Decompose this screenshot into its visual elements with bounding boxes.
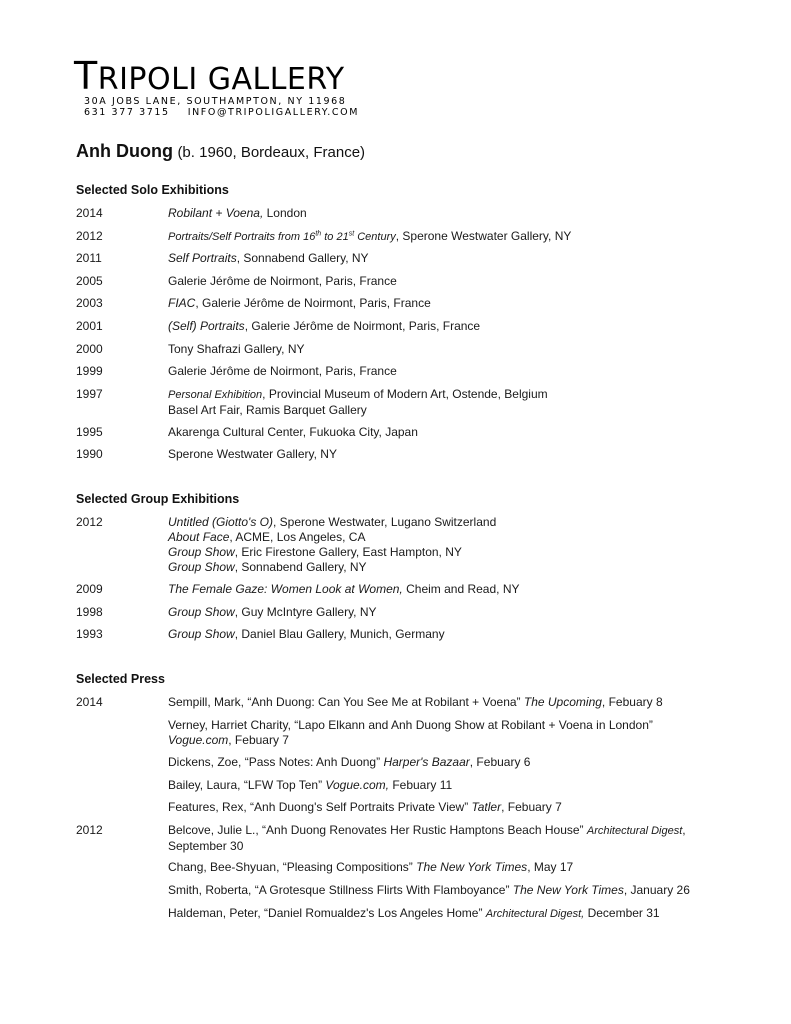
article: Sempill, Mark, “Anh Duong: Can You See Me at Robilant + Voena” (168, 695, 524, 709)
year: 2012 (76, 823, 103, 837)
exhibition-title: About Face (168, 530, 230, 544)
entry (168, 627, 445, 642)
article: Dickens, Zoe, “Pass Notes: Anh Duong” (168, 755, 384, 769)
exhibition-title: Group Show (168, 545, 235, 559)
publication: The Upcoming (523, 695, 602, 709)
year: 1998 (76, 605, 103, 619)
year: 1993 (76, 627, 103, 641)
entry (168, 860, 573, 875)
venue: Galerie Jérôme de Noirmont, Paris, France (168, 364, 397, 378)
exhibition-title: Untitled (Giotto's O) (168, 515, 273, 529)
solo-exhibitions-heading: Selected Solo Exhibitions (76, 183, 229, 197)
exhibition-title: Robilant + Voena, (168, 206, 264, 220)
year: 2014 (76, 695, 103, 709)
exhibition-title: Self Portraits (168, 251, 237, 265)
publication: Harper's Bazaar (383, 755, 470, 769)
year: 2009 (76, 582, 103, 596)
date: , Febuary 6 (469, 755, 531, 769)
entry (168, 823, 686, 854)
publication: Tatler (471, 800, 502, 814)
gallery-letterhead (74, 54, 359, 118)
article: Verney, Harriet Charity, “Lapo Elkann and Anh Duong Show at Robilant + Voena in London” (168, 718, 653, 732)
exhibition-title: Group Show (168, 605, 235, 619)
artist-heading (76, 141, 365, 162)
venue: , Galerie Jérôme de Noirmont, Paris, France (244, 319, 481, 333)
gallery-name-rest: RIPOLI GALLERY (97, 62, 345, 97)
year: 2001 (76, 319, 103, 333)
exhibition-title: Group Show (168, 560, 235, 574)
article: Smith, Roberta, “A Grotesque Stillness Flirts With Flamboyance” (168, 883, 513, 897)
artist-name: Anh Duong (76, 141, 173, 161)
entry (168, 515, 496, 575)
entry (168, 906, 660, 922)
date: Febuary 11 (389, 778, 453, 792)
year: 2000 (76, 342, 103, 356)
publication: Vogue.com, (325, 778, 389, 792)
entry (168, 274, 397, 289)
article: Haldeman, Peter, “Daniel Romualdez's Los Angeles Home” (168, 906, 486, 920)
entry (168, 342, 305, 357)
entry (168, 718, 653, 748)
date: December 31 (584, 906, 660, 920)
venue: Akarenga Cultural Center, Fukuoka City, Japan (168, 425, 418, 439)
entry (168, 447, 337, 462)
year: 2014 (76, 206, 103, 220)
venue: , ACME, Los Angeles, CA (229, 530, 366, 544)
year: 1997 (76, 387, 103, 401)
article: Features, Rex, “Anh Duong's Self Portraits Private View” (168, 800, 472, 814)
gallery-contact (84, 107, 359, 118)
group-exhibitions-heading: Selected Group Exhibitions (76, 492, 240, 506)
date: , Febuary 7 (501, 800, 562, 814)
venue: Sperone Westwater Gallery, NY (168, 447, 337, 461)
article: Chang, Bee-Shyuan, “Pleasing Compositions” (168, 860, 417, 874)
venue: London (263, 206, 307, 220)
gallery-email: INFO@TRIPOLIGALLERY.COM (187, 107, 359, 118)
entry (168, 206, 307, 221)
exhibition-title: Group Show (168, 627, 235, 641)
exhibition-title: FIAC (168, 296, 196, 310)
entry (168, 883, 690, 898)
venue: , Guy McIntyre Gallery, NY (234, 605, 377, 619)
entry (168, 229, 571, 245)
year: 2003 (76, 296, 103, 310)
publication: Vogue.com (168, 733, 229, 747)
date: , May 17 (527, 860, 574, 874)
entry (168, 800, 562, 815)
date-line-2: September 30 (168, 839, 244, 853)
venue: , Provincial Museum of Modern Art, Ostende, Belgium (262, 387, 548, 401)
venue: , Sonnabend Gallery, NY (234, 560, 367, 574)
press-heading: Selected Press (76, 672, 165, 686)
year: 2012 (76, 515, 103, 529)
venue: , Sperone Westwater Gallery, NY (395, 229, 572, 243)
gallery-phone: 631 377 3715 (84, 107, 170, 118)
entry (168, 364, 397, 379)
entry (168, 605, 377, 620)
date: , January 26 (623, 883, 690, 897)
publication: The New York Times (416, 860, 528, 874)
date: , Febuary 7 (228, 733, 289, 747)
venue-line-2: Basel Art Fair, Ramis Barquet Gallery (168, 403, 367, 417)
entry (168, 778, 452, 793)
gallery-name (74, 54, 359, 98)
year: 2011 (76, 251, 102, 265)
exhibition-title: The Female Gaze: Women Look at Women, (168, 582, 403, 596)
venue: , Sonnabend Gallery, NY (236, 251, 369, 265)
publication: Architectural Digest, (485, 908, 585, 920)
year: 2012 (76, 229, 103, 243)
entry (168, 695, 663, 710)
entry (168, 582, 520, 597)
venue: Cheim and Read, NY (402, 582, 520, 596)
entry (168, 425, 418, 440)
year: 1999 (76, 364, 103, 378)
entry (168, 319, 480, 334)
article: Belcove, Julie L., “Anh Duong Renovates Her Rustic Hamptons Beach House” (168, 823, 587, 837)
date: , (682, 823, 686, 837)
date: , Febuary 8 (601, 695, 663, 709)
exhibition-title: Portraits/Self Portraits from 16th to 21st Century (168, 230, 396, 243)
publication: The New York Times (512, 883, 624, 897)
venue: , Eric Firestone Gallery, East Hampton, NY (234, 545, 462, 559)
gallery-address: 30A JOBS LANE, SOUTHAMPTON, NY 11968 (84, 96, 347, 107)
venue: , Daniel Blau Gallery, Munich, Germany (234, 627, 445, 641)
gallery-name-initial: T (74, 54, 98, 98)
exhibition-title: Personal Exhibition (168, 389, 263, 401)
entry (168, 755, 530, 770)
venue: Tony Shafrazi Gallery, NY (168, 342, 305, 356)
year: 2005 (76, 274, 103, 288)
year: 1990 (76, 447, 103, 461)
article: Bailey, Laura, “LFW Top Ten” (168, 778, 326, 792)
publication: Architectural Digest (586, 825, 683, 837)
exhibition-title: (Self) Portraits (168, 319, 245, 333)
year: 1995 (76, 425, 103, 439)
artist-birth-info: (b. 1960, Bordeaux, France) (177, 144, 366, 161)
venue: Galerie Jérôme de Noirmont, Paris, France (168, 274, 397, 288)
entry (168, 387, 548, 418)
venue: , Sperone Westwater, Lugano Switzerland (273, 515, 497, 529)
entry (168, 251, 369, 266)
venue: , Galerie Jérôme de Noirmont, Paris, France (195, 296, 431, 310)
entry (168, 296, 431, 311)
